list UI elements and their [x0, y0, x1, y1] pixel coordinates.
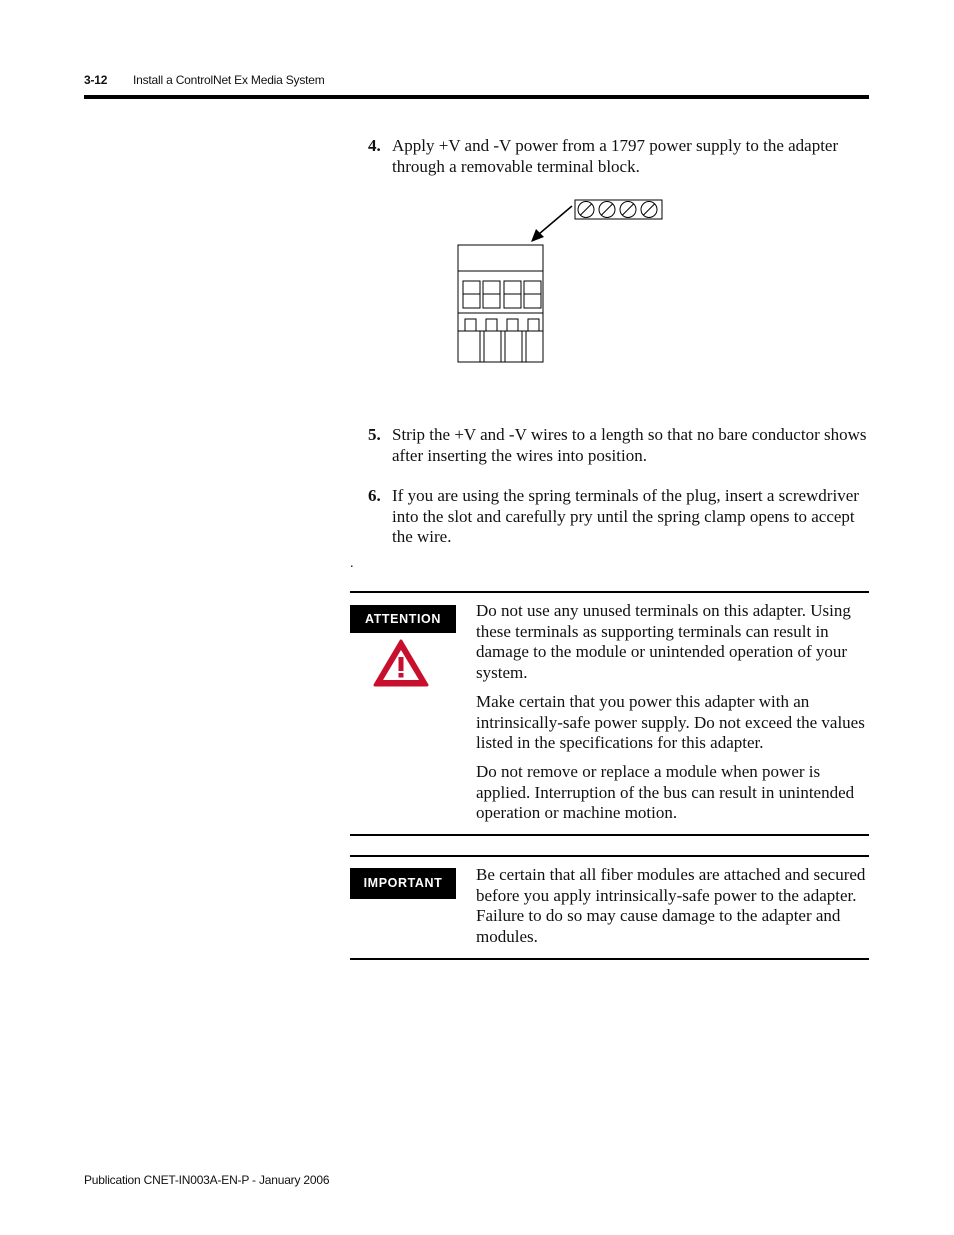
attention-top-rule: [350, 591, 869, 593]
stray-mark: .: [350, 556, 354, 571]
step-5: [368, 425, 868, 466]
section-title: Install a ControlNet Ex Media System: [133, 73, 325, 87]
attention-paragraph-2: Make certain that you power this adapter with an intrinsically-safe power supply. Do not exceed the values listed in the specifications for this adapter.: [476, 692, 865, 752]
attention-paragraph-3: Do not remove or replace a module when power is applied. Interruption of the bus can result in unintended operation or machine motion.: [476, 762, 855, 822]
important-text: Be certain that all fiber modules are attached and secured before you apply intrinsically-safe power to the adapter. Failure to do so may cause damage to the adapter and modules.: [476, 865, 866, 946]
terminal-screws: [578, 202, 657, 218]
header-rule: [84, 95, 869, 99]
step-text: Strip the +V and -V wires to a length so that no bare conductor shows after inserting the wires into position.: [392, 425, 867, 465]
important-top-rule: [350, 855, 869, 857]
important-badge: IMPORTANT: [350, 868, 456, 899]
step-number: 4.: [368, 136, 381, 155]
attention-paragraph-1: Do not use any unused terminals on this adapter. Using these terminals as supporting terminals can result in damage to the module or unintended operation of your system.: [476, 601, 851, 682]
step-number: 6.: [368, 486, 381, 505]
warning-triangle-icon: [372, 638, 430, 688]
important-bottom-rule: [350, 958, 869, 960]
adapter-body: [458, 245, 543, 362]
step-6: [368, 486, 868, 548]
attention-badge: ATTENTION: [350, 605, 456, 633]
terminal-block-figure: [455, 192, 670, 368]
step-number: 5.: [368, 425, 381, 444]
step-4: [368, 136, 868, 177]
pointer-arrow: [531, 206, 572, 242]
attention-bottom-rule: [350, 834, 869, 836]
page-number: 3-12: [84, 73, 108, 87]
step-text: Apply +V and -V power from a 1797 power supply to the adapter through a removable terminal block.: [392, 136, 839, 176]
step-text: If you are using the spring terminals of the plug, insert a screwdriver into the slot and carefully pry until the spring clamp opens to accept the wire.: [392, 486, 859, 546]
publication-footer: Publication CNET-IN003A-EN-P - January 2006: [84, 1173, 330, 1187]
